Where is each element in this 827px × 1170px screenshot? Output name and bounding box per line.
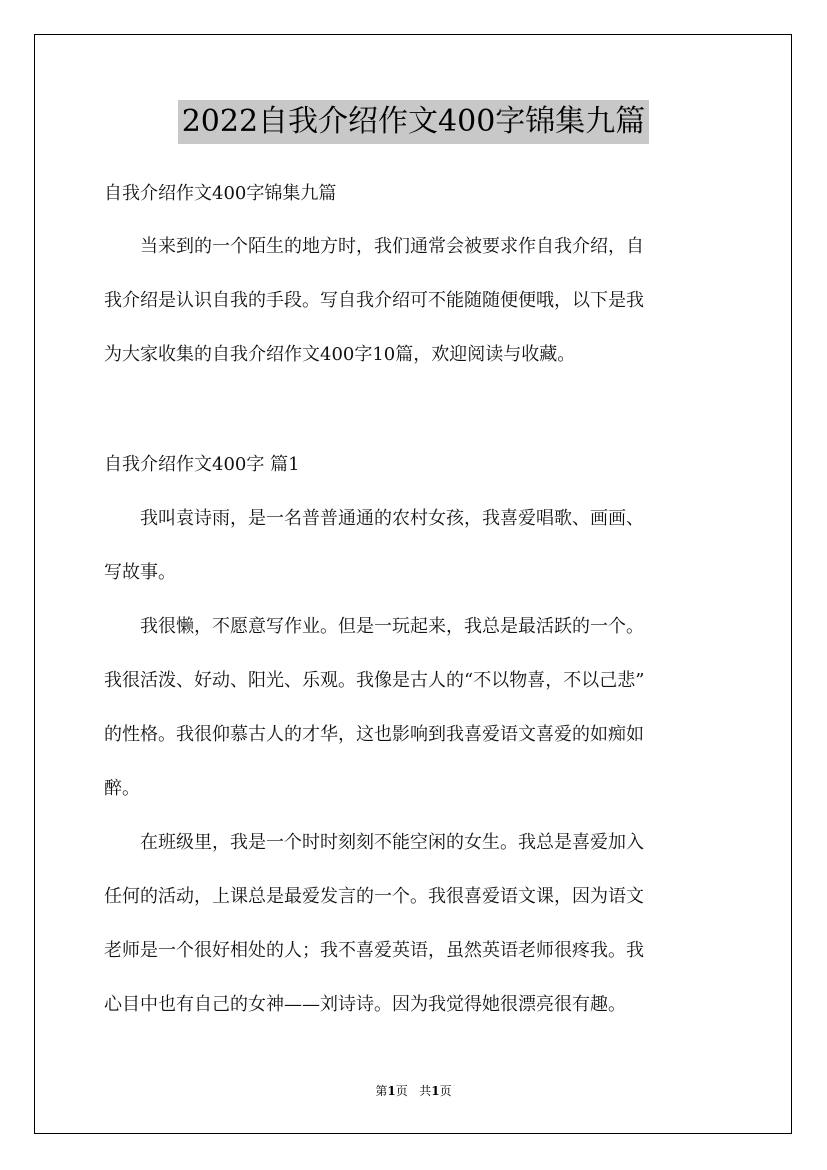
- page-suffix: 页: [395, 1084, 408, 1098]
- total-pages: 1: [431, 1084, 440, 1098]
- intro-paragraph: [104, 220, 726, 382]
- intro-line: 为大家收集的自我介绍作文400字10篇，欢迎阅读与收藏。: [104, 344, 576, 365]
- document-subtitle: 自我介绍作文400字锦集九篇: [104, 183, 337, 204]
- intro-line: 当来到的一个陌生的地方时，我们通常会被要求作自我介绍，自: [104, 236, 644, 257]
- paragraph-line: 的性格。我很仰慕古人的才华，这也影响到我喜爱语文喜爱的如痴如: [104, 724, 644, 745]
- body-paragraph-3: [104, 816, 726, 1032]
- page-footer: [0, 1082, 827, 1099]
- section-heading: 自我介绍作文400字 篇1: [104, 454, 300, 475]
- paragraph-line: 任何的活动，上课总是最爱发言的一个。我很喜爱语文课，因为语文: [104, 886, 644, 907]
- total-prefix: 共: [419, 1084, 432, 1098]
- paragraph-line: 我很懒，不愿意写作业。但是一玩起来，我总是最活跃的一个。: [104, 616, 644, 637]
- paragraph-line: 醉。: [104, 778, 140, 799]
- body-paragraph-1: [104, 492, 726, 600]
- paragraph-line: 心目中也有自己的女神——刘诗诗。因为我觉得她很漂亮很有趣。: [104, 994, 626, 1015]
- paragraph-line: 我很活泼、好动、阳光、乐观。我像是古人的“不以物喜，不以己悲”: [104, 670, 645, 691]
- paragraph-line: 老师是一个很好相处的人；我不喜爱英语，虽然英语老师很疼我。我: [104, 940, 644, 961]
- document-title: 2022自我介绍作文400字锦集九篇: [178, 100, 650, 144]
- paragraph-line: 我叫袁诗雨，是一名普普通通的农村女孩，我喜爱唱歌、画画、: [104, 508, 644, 529]
- page-prefix: 第: [375, 1084, 388, 1098]
- paragraph-line: 在班级里，我是一个时时刻刻不能空闲的女生。我总是喜爱加入: [104, 832, 644, 853]
- title-container: [0, 100, 827, 144]
- intro-line: 我介绍是认识自我的手段。写自我介绍可不能随随便便哦，以下是我: [104, 290, 644, 311]
- total-suffix: 页: [439, 1084, 452, 1098]
- body-paragraph-2: [104, 600, 726, 816]
- page-number: 1: [387, 1084, 396, 1098]
- paragraph-line: 写故事。: [104, 562, 176, 583]
